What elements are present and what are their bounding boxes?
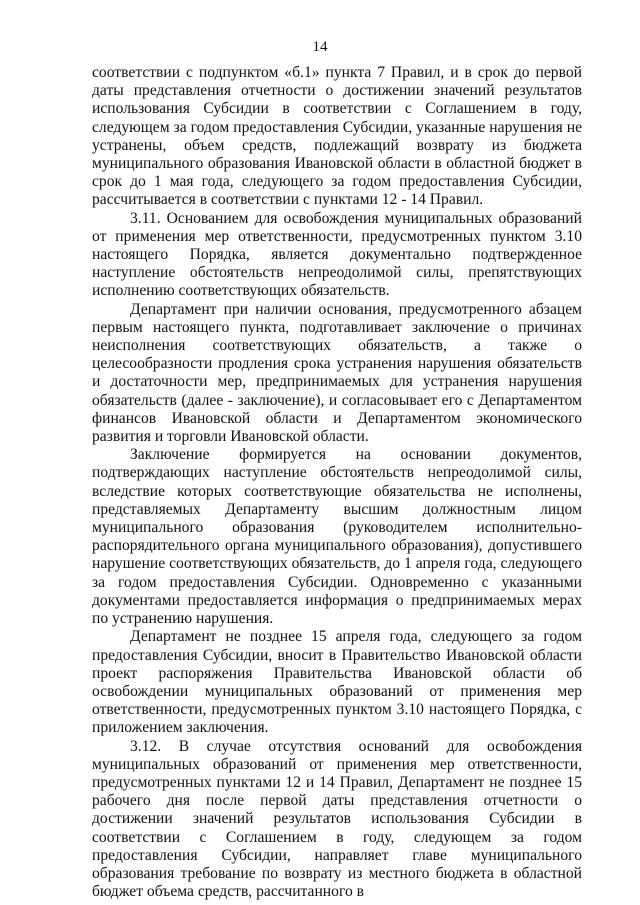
page-number: 14 — [312, 39, 328, 55]
document-body — [92, 64, 582, 901]
paragraph: Департамент при наличии основания, предусмотренного абзацем первым настоящего пункта, подготавливает заключение о причинах неисполнения соответствующих обязательств, а также о целесообразности продления срока устранения нарушения обязательств и достаточности мер, предпринимаемых для устранения нарушения обязательств (далее - заключение), и согласовывает его с Департаментом финансов Ивановской области и Департаментом экономического развития и торговли Ивановской области. — [92, 300, 582, 446]
paragraph: Заключение формируется на основании документов, подтверждающих наступление обстоятельств непреодолимой силы, вследствие которых соответствующие обязательства не исполнены, представляемых Департаменту высшим должностным лицом муниципального образования (руководителем исполнительно-распорядительного органа муниципального образования), допустившего нарушение соответствующих обязательств, до 1 апреля года, следующего за годом предоставления Субсидии. Одновременно с указанными документами предоставляется информация о предпринимаемых мерах по устранению нарушения. — [92, 446, 582, 628]
paragraph: Департамент не позднее 15 апреля года, следующего за годом предоставления Субсидии, вносит в Правительство Ивановской области проект распоряжения Правительства Ивановской области об освобождении муниципальных образований от применения мер ответственности, предусмотренных пунктом 3.10 настоящего Порядка, с приложением заключения. — [92, 628, 582, 737]
paragraph: 3.12. В случае отсутствия оснований для освобождения муниципальных образований от применения мер ответственности, предусмотренных пунктами 12 и 14 Правил, Департамент не позднее 15 рабочего дня после первой даты представления отчетности о достижении значений результатов использования Субсидии в соответствии с Соглашением в году, следующем за годом предоставления Субсидии, направляет главе муниципального образования требование по возврату из местного бюджета в областной бюджет объема средств, рассчитанного в — [92, 737, 582, 901]
paragraph: соответствии с подпунктом «б.1» пункта 7 Правил, и в срок до первой даты представления отчетности о достижении значений результатов использования Субсидии в соответствии с Соглашением в году, следующем за годом предоставления Субсидии, указанные нарушения не устранены, объем средств, подлежащий возврату из бюджета муниципального образования Ивановской области в областной бюджет в срок до 1 мая года, следующего за годом предоставления Субсидии, рассчитывается в соответствии с пунктами 12 - 14 Правил. — [92, 64, 582, 209]
paragraph: 3.11. Основанием для освобождения муниципальных образований от применения мер ответственности, предусмотренных пунктом 3.10 настоящего Порядка, является документально подтвержденное наступление обстоятельств непреодолимой силы, препятствующих исполнению соответствующих обязательств. — [92, 209, 582, 300]
